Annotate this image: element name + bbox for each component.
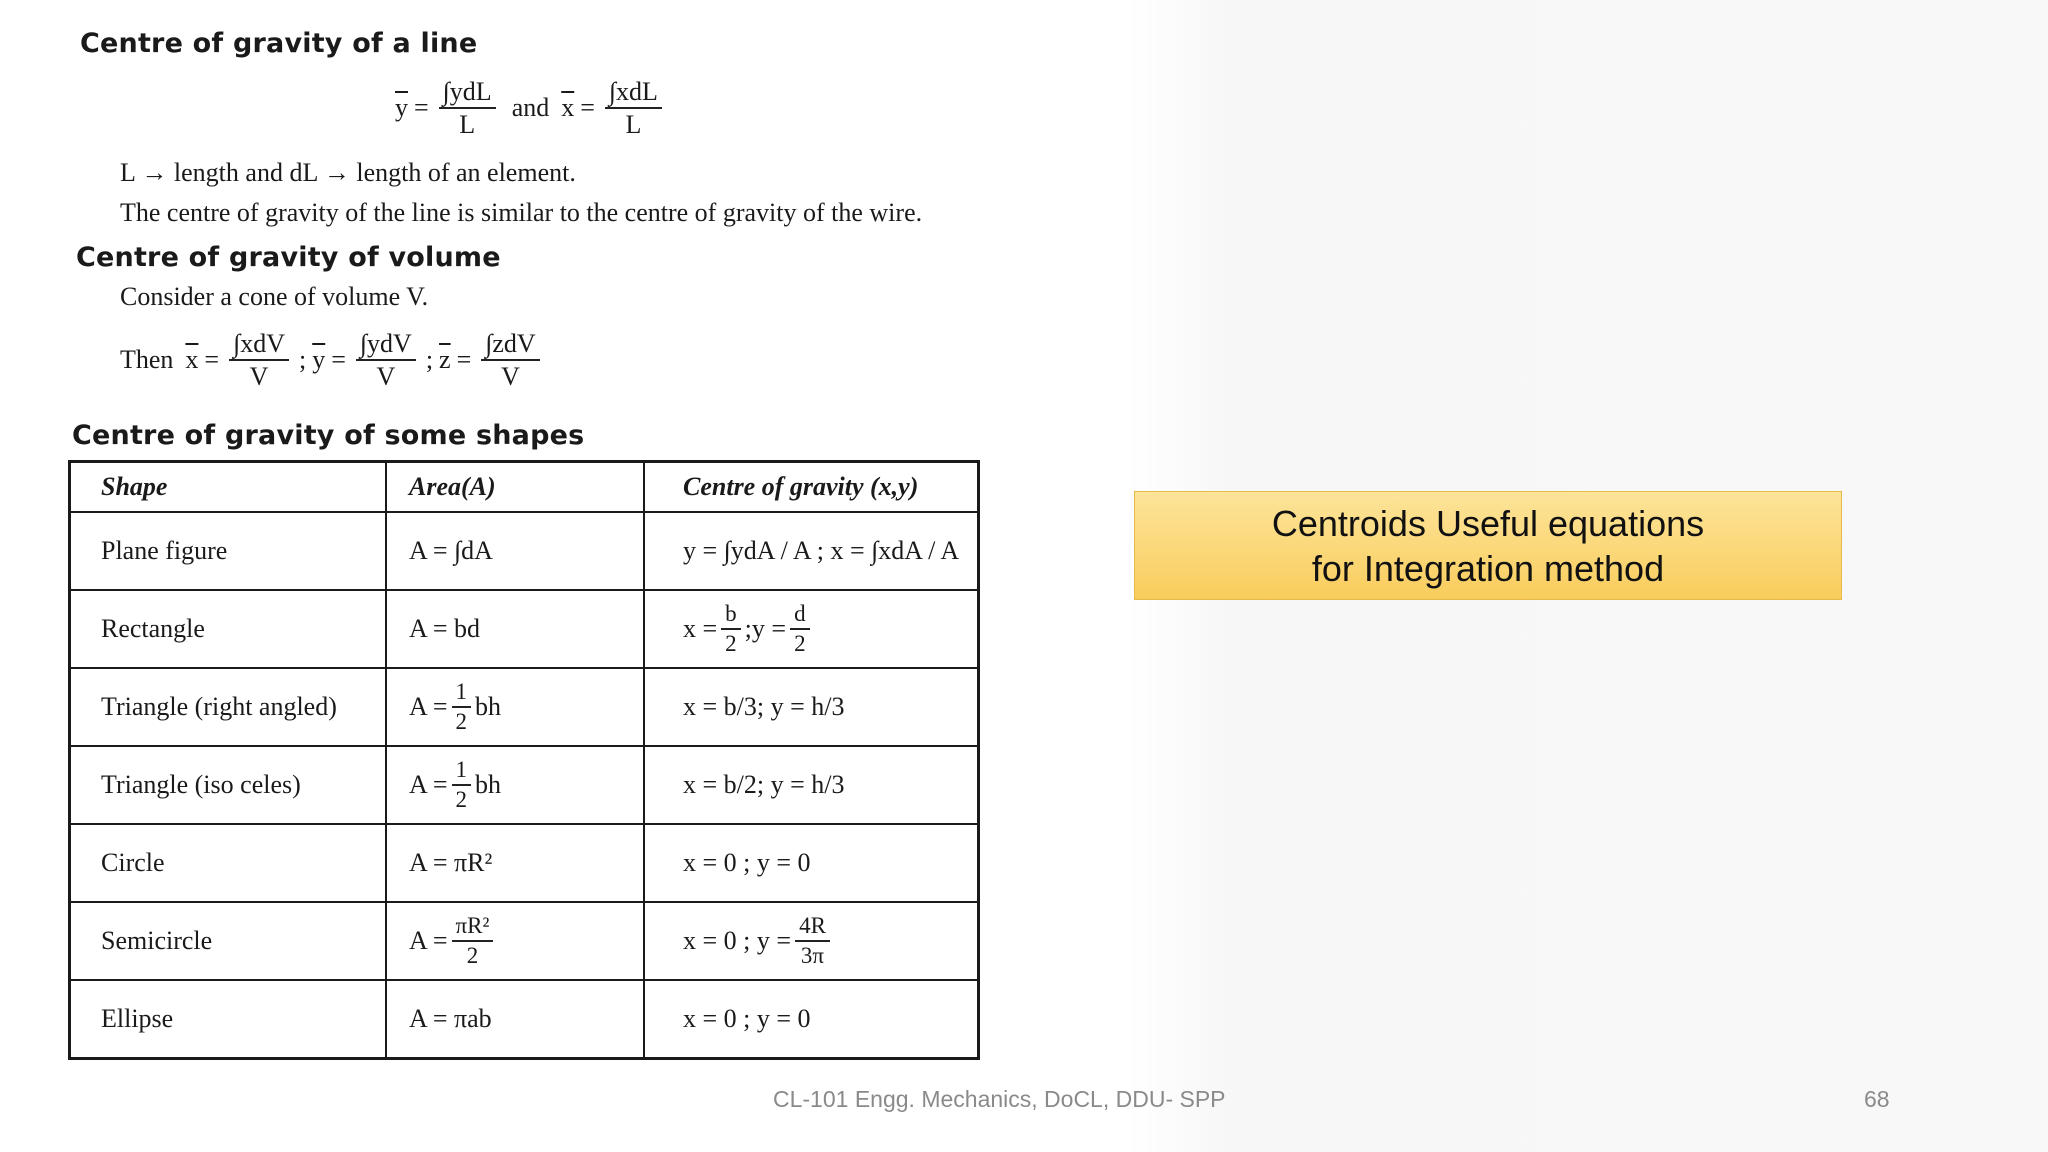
equals-sign: = (331, 345, 346, 375)
area-cell (386, 746, 644, 824)
cg-cell: y = ∫ydA / A ; x = ∫xdA / A (644, 512, 979, 590)
separator: ; (425, 345, 434, 375)
equals-sign: = (456, 345, 472, 375)
cg-numerator: 4R (795, 914, 830, 942)
cg-cell: x = 0 ; y = 0 (644, 824, 979, 902)
x-numerator: ∫xdL (605, 78, 662, 109)
volume-equation (120, 330, 544, 391)
shape-cell: Semicircle (70, 902, 387, 980)
cg-denominator: 3π (800, 943, 825, 968)
cg-y-numerator: d (790, 602, 810, 630)
z-volume-numerator: ∫zdV (481, 330, 539, 361)
cg-fraction (795, 914, 830, 968)
shape-cell: Circle (70, 824, 387, 902)
header-centre-of-gravity: Centre of gravity (x,y) (644, 462, 979, 513)
table-row (70, 746, 979, 824)
cg-cell (644, 590, 979, 668)
cg-y-fraction (790, 602, 810, 656)
callout-box (1134, 491, 1842, 600)
separator: ; (299, 345, 307, 375)
volume-heading: Centre of gravity of volume (76, 242, 501, 273)
shape-cell: Triangle (right angled) (70, 668, 387, 746)
cg-cell: x = b/2; y = h/3 (644, 746, 979, 824)
line-heading: Centre of gravity of a line (80, 28, 478, 59)
cg-y-label: ;y = (744, 614, 787, 643)
footer-text: CL-101 Engg. Mechanics, DoCL, DDU- SPP (773, 1086, 1226, 1112)
y-numerator: ∫ydL (439, 78, 496, 109)
area-cell (386, 902, 644, 980)
then-word: Then (120, 345, 174, 375)
volume-intro: Consider a cone of volume V. (120, 282, 429, 311)
area-fraction (452, 758, 472, 812)
header-area: Area(A) (386, 462, 644, 513)
x-volume-numerator: ∫xdV (229, 330, 289, 361)
x-volume-fraction (229, 330, 289, 391)
area-prefix: A = (409, 692, 448, 721)
cg-x-numerator: b (721, 602, 741, 630)
x-bar-symbol: $\overline{x}$ (561, 93, 575, 123)
z-bar-symbol: $\overline{z}$ (439, 345, 451, 375)
cg-y-denominator: 2 (794, 631, 806, 656)
y-denominator: L (459, 110, 476, 140)
y-volume-fraction (356, 330, 416, 391)
z-volume-fraction (481, 330, 539, 391)
area-suffix: bh (475, 692, 502, 721)
area-suffix: bh (475, 770, 502, 799)
area-denominator: 2 (455, 709, 468, 734)
line-note-1: L → length and dL → length of an element. (120, 158, 576, 187)
area-cell: A = ∫dA (386, 512, 644, 590)
line-equation (395, 78, 666, 139)
area-cell: A = πR² (386, 824, 644, 902)
area-fraction (452, 914, 494, 968)
header-shape: Shape (70, 462, 387, 513)
equals-sign: = (414, 93, 429, 123)
y-volume-denominator: V (376, 362, 396, 392)
x-bar-symbol: $\overline{x}$ (185, 345, 199, 375)
cg-cell (644, 902, 979, 980)
table-row (70, 980, 979, 1059)
x-fraction (605, 78, 662, 139)
cg-cell: x = b/3; y = h/3 (644, 668, 979, 746)
x-volume-denominator: V (249, 362, 269, 392)
area-fraction (452, 680, 472, 734)
area-numerator: 1 (452, 680, 472, 708)
and-word: and (511, 93, 550, 123)
cg-cell: x = 0 ; y = 0 (644, 980, 979, 1059)
y-bar-symbol: $\overline{y}$ (395, 93, 408, 123)
cg-x-fraction (721, 602, 741, 656)
area-cell: A = πab (386, 980, 644, 1059)
z-volume-denominator: V (501, 362, 520, 392)
table-row (70, 824, 979, 902)
area-prefix: A = (409, 770, 448, 799)
y-volume-numerator: ∫ydV (356, 330, 416, 361)
area-cell (386, 668, 644, 746)
area-numerator: πR² (452, 914, 494, 942)
area-denominator: 2 (455, 787, 468, 812)
area-denominator: 2 (466, 943, 479, 968)
shapes-heading: Centre of gravity of some shapes (72, 420, 585, 451)
line-note-2: The centre of gravity of the line is similar to the centre of gravity of the wire. (120, 198, 923, 227)
table-row (70, 512, 979, 590)
table-header-row (70, 462, 979, 513)
area-cell: A = bd (386, 590, 644, 668)
scanned-textbook-excerpt (40, 0, 1040, 1070)
area-numerator: 1 (452, 758, 472, 786)
page-number: 68 (1864, 1086, 1890, 1112)
shape-cell: Plane figure (70, 512, 387, 590)
y-fraction (439, 78, 496, 139)
cg-prefix: x = 0 ; y = (683, 926, 792, 955)
cg-x-denominator: 2 (725, 631, 737, 656)
shape-cell: Rectangle (70, 590, 387, 668)
x-denominator: L (625, 110, 642, 140)
cg-x-label: x = (683, 614, 718, 643)
shape-cell: Ellipse (70, 980, 387, 1059)
callout-line-2: for Integration method (1311, 547, 1665, 589)
shape-cell: Triangle (iso celes) (70, 746, 387, 824)
y-bar-symbol: $\overline{y}$ (312, 345, 326, 375)
area-prefix: A = (409, 926, 448, 955)
table-row (70, 668, 979, 746)
equals-sign: = (580, 93, 595, 123)
equals-sign: = (204, 345, 220, 375)
table-row (70, 590, 979, 668)
table-row (70, 902, 979, 980)
centroid-table (68, 460, 980, 1060)
callout-line-1: Centroids Useful equations (1271, 502, 1705, 544)
